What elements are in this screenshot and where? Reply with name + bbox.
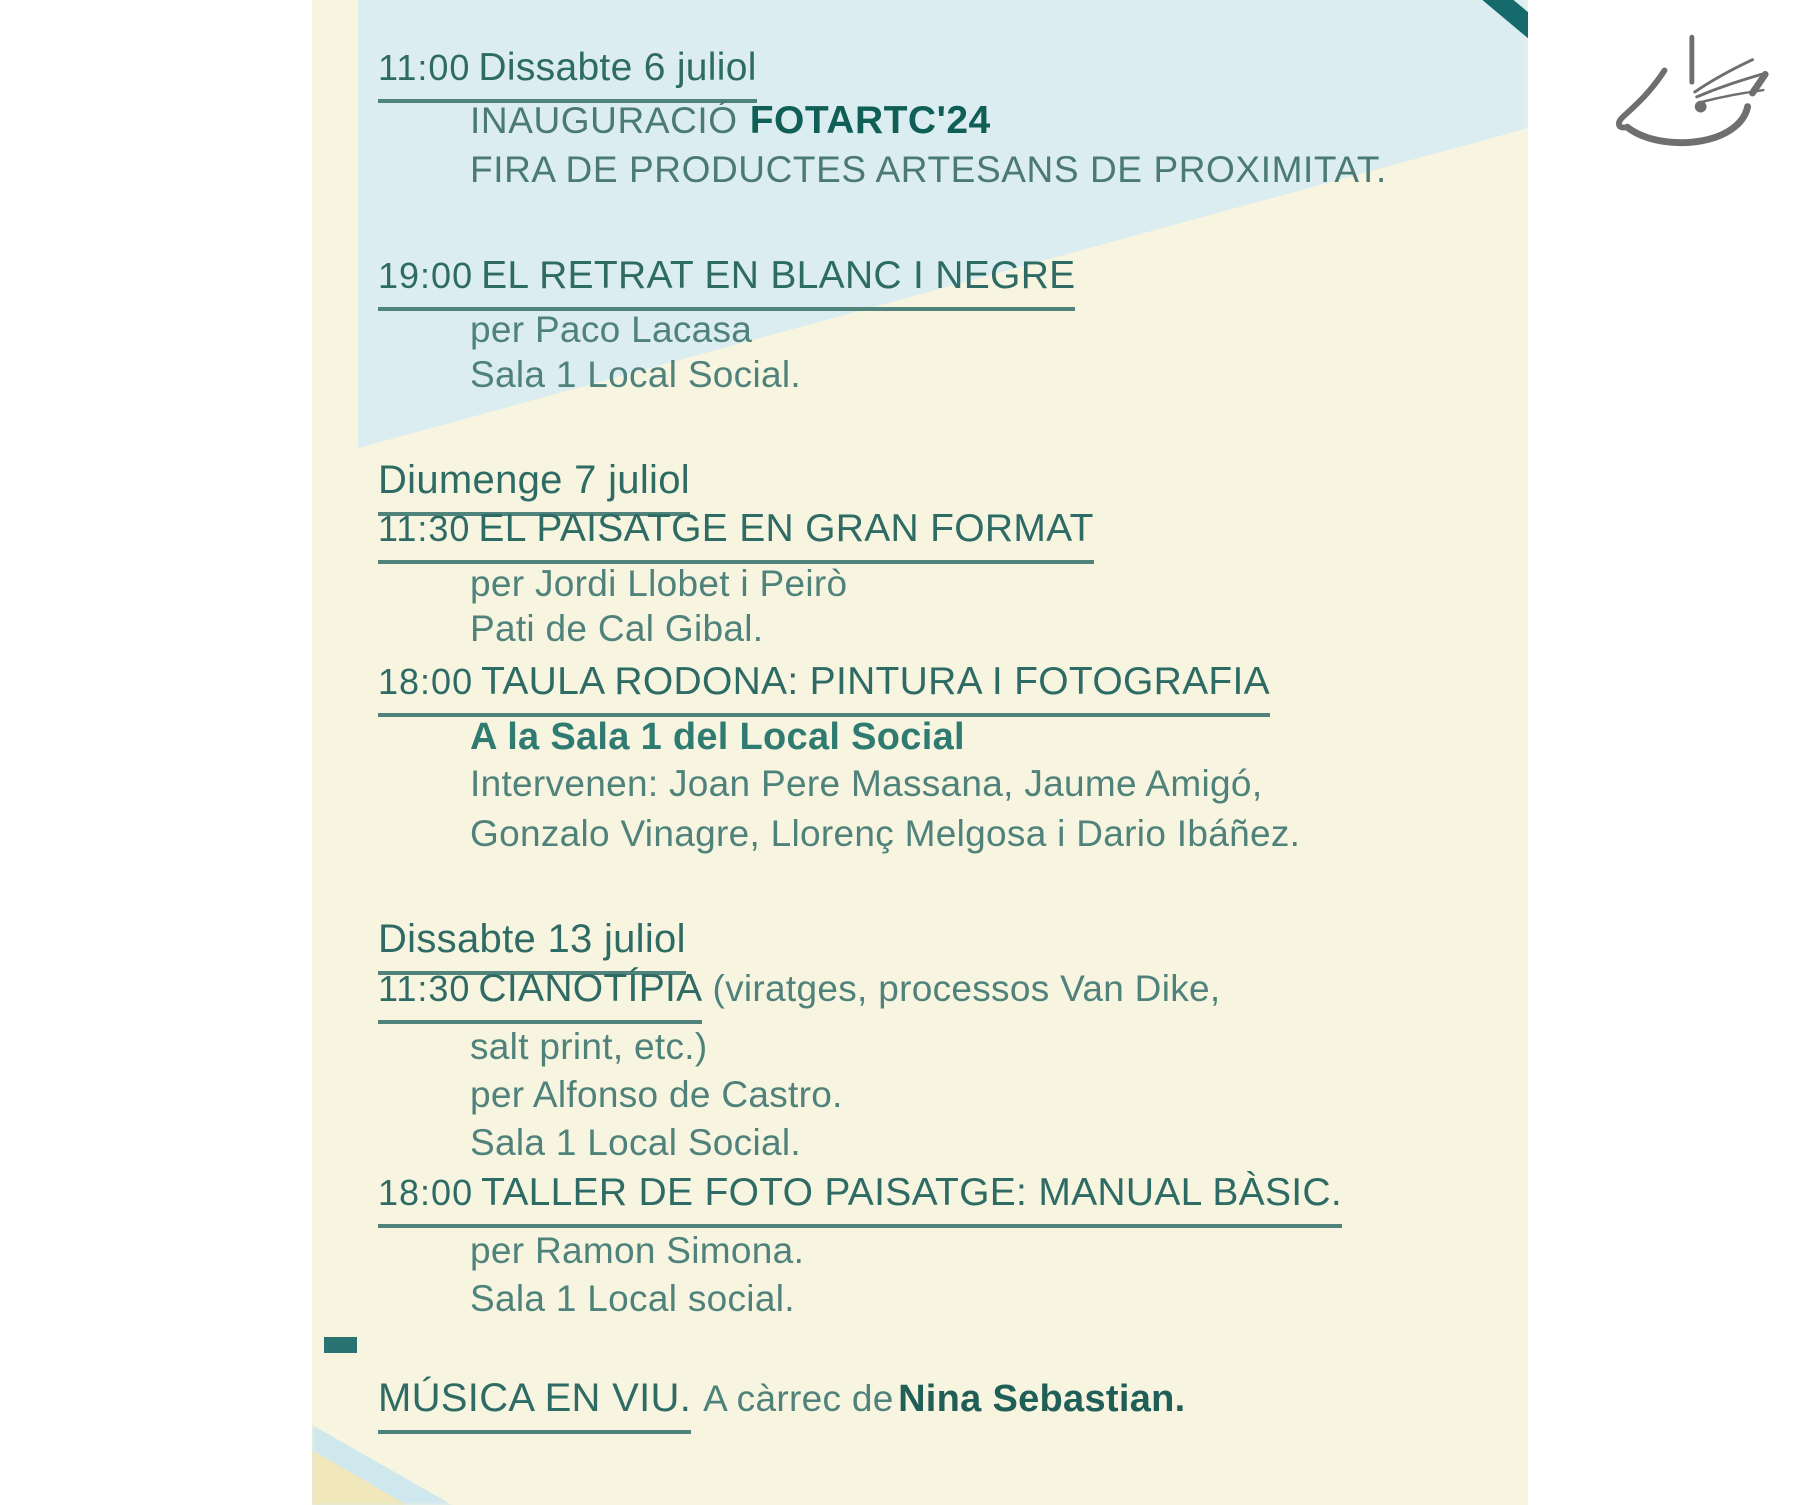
retrat-heading-row <box>378 254 1075 311</box>
opening-day-title: Dissabte 6 juliol <box>478 46 757 89</box>
opening-heading-row <box>378 46 757 103</box>
cianotipia-title: CIANOTÍPIA <box>478 967 703 1010</box>
music-title: MÚSICA EN VIU. <box>378 1376 692 1420</box>
cianotipia-subtitle-2: salt print, etc.) <box>470 1026 708 1067</box>
paisatge-time: 11:30 <box>378 508 471 549</box>
cianotipia-time: 11:30 <box>378 968 471 1009</box>
opening-line2 <box>470 149 1387 191</box>
schedule-content <box>312 0 1528 1505</box>
cianotipia-subtitle-1: (viratges, processos Van Dike, <box>712 968 1221 1009</box>
day3-heading: Dissabte 13 juliol <box>378 917 686 975</box>
opening-line1 <box>470 99 991 143</box>
retrat-title: EL RETRAT EN BLANC I NEGRE <box>481 254 1076 297</box>
retrat-venue: Sala 1 Local Social. <box>470 354 801 395</box>
opening-inauguracio: INAUGURACIÓ <box>470 100 738 141</box>
taller-by: per Ramon Simona. <box>470 1230 805 1271</box>
day2-heading: Diumenge 7 juliol <box>378 458 690 516</box>
taula-venue: A la Sala 1 del Local Social <box>470 716 965 758</box>
retrat-by: per Paco Lacasa <box>470 309 753 350</box>
music-artist: Nina Sebastian. <box>898 1378 1186 1420</box>
eye-sketch-logo <box>1598 30 1774 152</box>
paisatge-title: EL PAISATGE EN GRAN FORMAT <box>478 507 1094 550</box>
taula-participants-1: Intervenen: Joan Pere Massana, Jaume Amigó, <box>470 763 1263 804</box>
cianotipia-heading-row <box>378 967 1220 1024</box>
taula-participants-2: Gonzalo Vinagre, Llorenç Melgosa i Dario Ibáñez. <box>470 813 1301 854</box>
taula-time: 18:00 <box>378 661 474 702</box>
cianotipia-by: per Alfonso de Castro. <box>470 1074 843 1115</box>
taller-time: 18:00 <box>378 1172 474 1213</box>
taller-heading-row <box>378 1171 1342 1228</box>
brand-fotartc24: FOTARTC'24 <box>749 99 991 142</box>
retrat-time: 19:00 <box>378 255 474 296</box>
fira-text: FIRA DE PRODUCTES ARTESANS DE PROXIMITAT. <box>470 149 1387 190</box>
paisatge-venue: Pati de Cal Gibal. <box>470 608 764 649</box>
taula-title: TAULA RODONA: PINTURA I FOTOGRAFIA <box>481 660 1270 703</box>
opening-time: 11:00 <box>378 47 471 88</box>
music-row <box>378 1376 1186 1434</box>
taller-title: TALLER DE FOTO PAISATGE: MANUAL BÀSIC. <box>481 1171 1343 1214</box>
taller-venue: Sala 1 Local social. <box>470 1278 795 1319</box>
cianotipia-venue: Sala 1 Local Social. <box>470 1122 801 1163</box>
taula-heading-row <box>378 660 1270 717</box>
music-lead: A càrrec de <box>703 1378 894 1419</box>
paisatge-heading-row <box>378 507 1094 564</box>
paisatge-by: per Jordi Llobet i Peirò <box>470 563 848 604</box>
poster <box>312 0 1528 1505</box>
